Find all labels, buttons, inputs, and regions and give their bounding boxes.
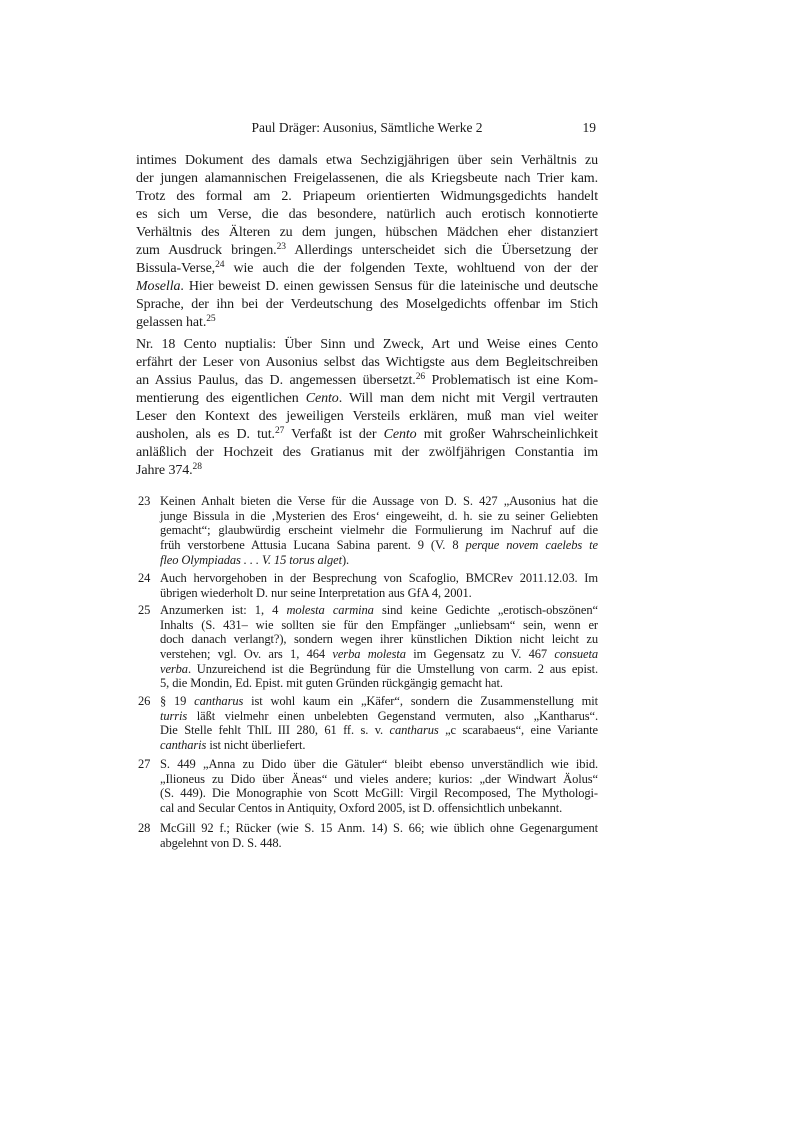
text-run: übrigen wiederholt D. nur seine Interpretation aus GfA 4, 2001. xyxy=(160,585,472,600)
text-line xyxy=(136,314,598,332)
footnote-text xyxy=(160,571,598,600)
text-run: sind keine Gedichte „erotisch-obszönen“ xyxy=(373,603,598,617)
footnote-number: 27 xyxy=(138,757,151,771)
text-run: gelassen hat. xyxy=(136,315,207,330)
text-run: Auch hervorgehoben in der Besprechung von Scafoglio, BMCRev 2011.12.03. Im xyxy=(160,571,598,585)
text-run: Bissula-Verse, xyxy=(136,261,216,276)
text-run: Allerdings unterscheidet sich die Übersetzung der xyxy=(285,243,598,258)
text-line xyxy=(160,647,598,662)
text-run: Keinen Anhalt bieten die Verse für die Aussage von D. S. 427 „Ausonius hat die xyxy=(160,494,598,508)
text-run: verstehen; vgl. Ov. ars 1, 464 xyxy=(160,647,333,662)
text-line xyxy=(160,632,598,647)
text-run: Jahre 374. xyxy=(136,463,193,478)
italic-text: turris xyxy=(160,708,188,723)
text-line xyxy=(136,224,598,242)
page-number: 19 xyxy=(582,120,596,135)
footnote-28 xyxy=(136,821,598,850)
footnote-text xyxy=(160,694,598,753)
footnote-number: 28 xyxy=(138,821,151,835)
text-run: ). xyxy=(341,552,350,567)
footnote-27 xyxy=(136,757,598,816)
text-run: . Unzureichend ist die Begründung für die Umstellung von carm. 2 aus epist. xyxy=(187,661,598,676)
text-line xyxy=(160,553,598,568)
text-line xyxy=(160,509,598,524)
text-run: cal and Secular Centos in Antiquity, Oxford 2005, ist D. offensichtlich unbekannt. xyxy=(160,801,563,816)
text-run: doch danach verlangt?), sondern wegen ihrer künstlichen Diktion nicht leicht zu xyxy=(160,632,598,647)
text-run: Verfaßt ist der xyxy=(284,427,384,442)
text-line xyxy=(136,390,598,408)
text-run: ausholen, als es D. tut. xyxy=(136,427,275,442)
italic-text: verba molesta xyxy=(332,647,406,662)
text-line xyxy=(136,372,598,390)
text-line xyxy=(136,336,598,354)
footnote-text xyxy=(160,603,598,691)
footnote-26 xyxy=(136,694,598,753)
footnote-text xyxy=(160,494,598,567)
text-line xyxy=(160,494,598,509)
text-run: intimes Dokument des damals etwa Sechzigjährigen über sein Verhältnis zu xyxy=(136,153,598,168)
text-run: „Ilioneus zu Dido über Äneas“ und vieles andere; kurios: „der Windwart Äolus“ xyxy=(160,771,598,786)
text-line xyxy=(160,618,598,633)
text-line xyxy=(160,757,598,772)
text-run: Inhalts (S. 431– wie sollten sie für den Empfänger „unliebsam“ sein, wenn er xyxy=(160,617,598,632)
text-line xyxy=(160,676,598,691)
text-run: Trotz des formal am 2. Priapeum orientierten Widmungsgedichts handelt xyxy=(136,189,598,204)
text-run: S. 449 „Anna zu Dido über die Gätuler“ bleibt ebenso unverständlich wie ibid. xyxy=(160,757,598,771)
italic-text: Cento xyxy=(383,427,417,442)
footnote-text xyxy=(160,821,598,850)
italic-text: cantharus xyxy=(389,723,439,738)
footnote-reference: 28 xyxy=(192,462,202,472)
text-run: ist nicht überliefert. xyxy=(206,738,306,753)
italic-text: consueta xyxy=(554,647,599,662)
text-run: im Gegensatz zu V. 467 xyxy=(405,647,555,662)
header-title: Paul Dräger: Ausonius, Sämtliche Werke 2 xyxy=(251,120,483,135)
text-run: Sprache, der ihn bei der Verdeutschung des Moselgedichts offenbar im Stich xyxy=(136,297,598,312)
footnote-23 xyxy=(136,494,598,567)
footnote-reference: 23 xyxy=(276,242,286,252)
text-run: § 19 xyxy=(160,694,195,708)
text-run: es sich um Verse, die das besondere, natürlich auch erotisch konnotierte xyxy=(136,207,598,222)
text-line xyxy=(136,152,598,170)
footnote-reference: 27 xyxy=(274,426,285,436)
footnote-reference: 26 xyxy=(415,372,425,382)
text-line xyxy=(160,586,598,601)
italic-text: Cento xyxy=(305,391,339,406)
text-run: früh verstorbene Attusia Lucana Sabina parent. 9 (V. 8 xyxy=(160,538,466,553)
text-run: (S. 449). Die Monographie von Scott McGill: Virgil Recomposed, The Mythologi- xyxy=(160,786,598,801)
text-line xyxy=(136,444,598,462)
footnote-number: 26 xyxy=(138,694,151,708)
text-run: wie auch die der folgenden Texte, wohltuend von der der xyxy=(224,261,598,276)
italic-text: molesta carmina xyxy=(286,603,374,617)
text-run: . Will man dem nicht mit Vergil vertrauten xyxy=(338,391,598,406)
text-run: McGill 92 f.; Rücker (wie S. 15 Anm. 14) S. 66; wie üblich ohne Gegenargument xyxy=(160,821,598,835)
text-line xyxy=(160,723,598,738)
text-line xyxy=(160,662,598,677)
text-line xyxy=(136,278,598,296)
italic-text: verba xyxy=(160,661,188,676)
footnote-number: 23 xyxy=(138,494,151,508)
text-run: anläßlich der Hochzeit des Gratianus mit der zwölfjährigen Constantia im xyxy=(136,445,598,460)
footnote-25 xyxy=(136,603,598,691)
text-run: 5, die Mondin, Ed. Epist. mit guten Gründen rückgängig gemacht hat. xyxy=(160,676,503,691)
footnote-24 xyxy=(136,571,598,600)
text-line xyxy=(160,821,598,836)
text-line xyxy=(136,242,598,260)
text-line xyxy=(136,462,598,480)
text-run: Leser den Kontext des jeweiligen Versteils erklären, muß man viel weiter xyxy=(136,409,598,424)
text-line xyxy=(136,354,598,372)
text-line xyxy=(160,538,598,553)
text-line xyxy=(160,523,598,538)
text-line xyxy=(136,206,598,224)
text-run: Verhältnis des Älteren zu dem jungen, hübschen Mädchen eher distanziert xyxy=(136,225,598,240)
footnote-reference: 25 xyxy=(206,314,216,324)
text-line xyxy=(160,603,598,618)
text-line xyxy=(160,709,598,724)
text-run: Problematisch ist eine Kom- xyxy=(425,373,598,388)
text-run: zum Ausdruck bringen. xyxy=(136,243,277,258)
footnote-text xyxy=(160,757,598,816)
text-line xyxy=(160,772,598,787)
text-line xyxy=(136,188,598,206)
running-header xyxy=(136,118,598,138)
text-line xyxy=(160,801,598,816)
text-line xyxy=(136,408,598,426)
text-line xyxy=(136,170,598,188)
text-run: mentierung des eigentlichen xyxy=(136,391,306,406)
italic-text: cantharus xyxy=(194,694,244,708)
body-paragraph-1 xyxy=(136,152,598,332)
text-run: junge Bissula in die ‚Mysterien des Eros‘ eingeweiht, d. h. sie zu seiner Geliebten xyxy=(160,508,598,523)
text-run: läßt vielmehr einen unbelebten Gegenstand vermuten, also „Kantharus“. xyxy=(187,708,598,723)
text-run: mit großer Wahrscheinlichkeit xyxy=(416,427,598,442)
italic-text: perque novem caelebs te xyxy=(465,538,598,553)
text-run: Nr. 18 Cento nuptialis: Über Sinn und Zweck, Art und Weise eines Cento xyxy=(136,337,598,352)
italic-text: cantharis xyxy=(160,738,207,753)
text-line xyxy=(136,296,598,314)
italic-text: fleo Olympiadas . . . V. 15 torus alget xyxy=(160,552,342,567)
text-run: erfährt der Leser von Ausonius selbst das Wichtigste aus dem Begleitschreiben xyxy=(136,355,598,370)
text-line xyxy=(160,694,598,709)
text-run: an Assius Paulus, das D. angemessen übersetzt. xyxy=(136,373,416,388)
text-line xyxy=(136,260,598,278)
text-run: ist wohl kaum ein „Käfer“, sondern die Zusammenstellung mit xyxy=(243,694,598,708)
text-line xyxy=(136,426,598,444)
footnote-reference: 24 xyxy=(215,260,225,270)
body-paragraph-2 xyxy=(136,336,598,480)
footnote-number: 24 xyxy=(138,571,151,585)
footnote-number: 25 xyxy=(138,603,151,617)
text-run: „c scarabaeus“, eine Variante xyxy=(438,723,599,738)
text-line xyxy=(160,786,598,801)
text-run: abgelehnt von D. S. 448. xyxy=(160,835,282,850)
text-run: Anzumerken ist: 1, 4 xyxy=(160,603,287,617)
text-run: . Hier beweist D. einen gewissen Sensus für die lateinische und deutsche xyxy=(180,279,598,294)
text-line xyxy=(160,738,598,753)
text-run: gemacht“; glaubwürdig erscheint vielmehr die Formulierung im Nachruf auf die xyxy=(160,523,598,538)
italic-text: Mosella xyxy=(136,279,181,294)
text-run: der jungen alamannischen Freigelassenen, die als Kriegsbeute nach Trier kam. xyxy=(136,171,598,186)
text-run: Die Stelle fehlt ThlL III 280, 61 ff. s. v. xyxy=(160,723,390,738)
text-line xyxy=(160,571,598,586)
text-line xyxy=(160,836,598,851)
